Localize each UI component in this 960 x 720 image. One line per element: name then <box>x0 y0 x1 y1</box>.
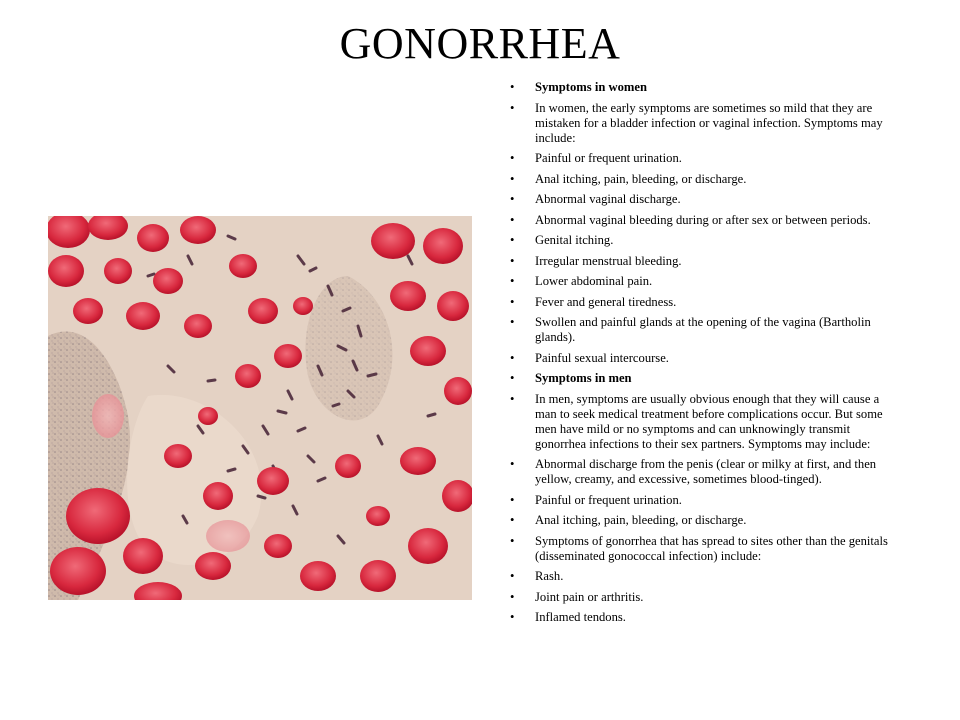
list-item: • Joint pain or arthritis. <box>510 589 644 604</box>
list-item: • Anal itching, pain, bleeding, or discharge. <box>510 171 747 186</box>
bullet-icon: • <box>510 350 515 365</box>
bullet-icon: • <box>510 533 515 548</box>
list-item: • Genital itching. <box>510 233 614 247</box>
bullet-icon: • <box>510 589 515 604</box>
list-item: • Abnormal vaginal bleeding during or after sex or between periods. <box>510 212 871 227</box>
list-item: • Fever and general tiredness. <box>510 294 677 309</box>
list-item: • Anal itching, pain, bleeding, or discharge. <box>510 513 747 527</box>
list-item: • Painful or frequent urination. <box>510 151 682 165</box>
list-item: • Abnormal vaginal discharge. <box>510 192 681 206</box>
bullet-icon: • <box>510 253 515 268</box>
list-item: • Symptoms in women <box>510 80 647 94</box>
list-item: • Inflamed tendons. <box>510 610 626 624</box>
bullet-icon: • <box>510 274 515 288</box>
list-item: • Abnormal discharge from the penis (clear or milky at first, and then yellow, creamy, and excessive, sometimes blood-tinged). <box>510 457 877 486</box>
bullet-icon: • <box>510 294 515 309</box>
bullet-icon: • <box>510 151 515 165</box>
list-item: • Symptoms in men <box>510 371 632 385</box>
bullet-icon: • <box>510 513 515 527</box>
symptom-list <box>510 80 890 631</box>
bullet-icon: • <box>510 569 515 583</box>
list-item: • Painful or frequent urination. <box>510 492 682 507</box>
list-item: • In women, the early symptoms are sometimes so mild that they are mistaken for a bladder infection or vaginal infection. Symptoms may include: <box>510 100 883 145</box>
bullet-icon: • <box>510 391 515 406</box>
bullet-icon: • <box>510 80 515 94</box>
list-item: • Swollen and painful glands at the opening of the vagina (Bartholin glands). <box>510 315 871 344</box>
bullet-icon: • <box>510 233 515 247</box>
bullet-icon: • <box>510 457 515 471</box>
bullet-icon: • <box>510 212 515 227</box>
micrograph-image <box>48 216 472 600</box>
list-item: • In men, symptoms are usually obvious enough that they will cause a man to seek medical treatment before complications occur. But some men have mild or no symptoms and can unknowingly transmit gonorrhea infections to their sex partners. Symptoms may include: <box>510 391 883 451</box>
list-item: • Rash. <box>510 569 564 583</box>
bullet-icon: • <box>510 171 515 186</box>
bullet-icon: • <box>510 492 515 507</box>
list-item: • Painful sexual intercourse. <box>510 350 669 365</box>
list-item: • Irregular menstrual bleeding. <box>510 253 682 268</box>
bullet-icon: • <box>510 100 515 115</box>
bullet-icon: • <box>510 192 515 206</box>
list-item: • Symptoms of gonorrhea that has spread to sites other than the genitals (disseminated gonococcal infection) include: <box>510 533 888 563</box>
bullet-icon: • <box>510 315 515 329</box>
bullet-icon: • <box>510 371 515 385</box>
list-item: • Lower abdominal pain. <box>510 274 653 288</box>
slide-title: GONORRHEA <box>339 19 621 68</box>
bullet-icon: • <box>510 610 515 624</box>
